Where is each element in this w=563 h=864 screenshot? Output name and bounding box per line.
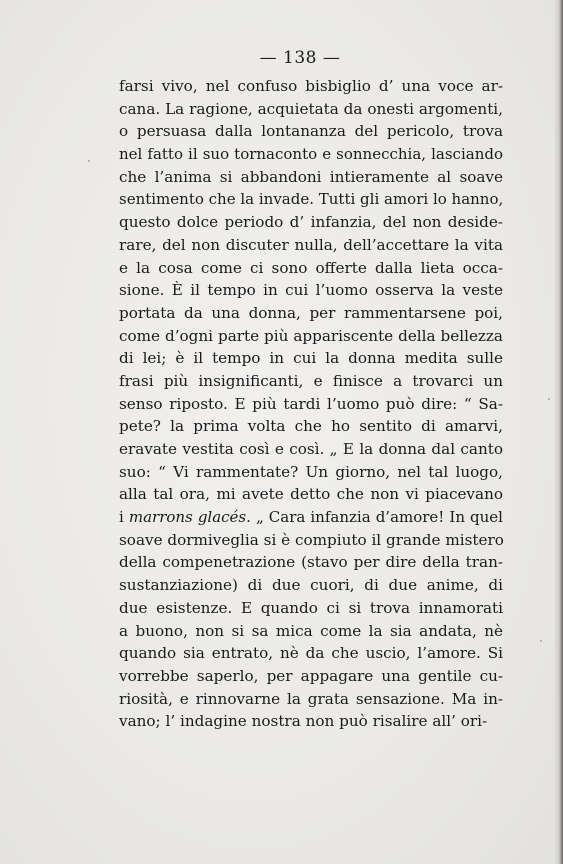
text-line: nel fatto il suo tornaconto e sonnecchia, lasciando [119, 145, 503, 164]
text-line: suo: “ Vi rammentate? Un giorno, nel tal luogo, [119, 462, 503, 481]
text-line: vano; l’ indagine nostra non può risalire all’ ori- [119, 712, 488, 731]
text-line: sione. È il tempo in cui l’uomo osserva la veste [119, 281, 503, 300]
text-line: portata da una donna, per rammentarsene poi, [119, 303, 503, 322]
page-number: — 138 — [259, 48, 341, 68]
text-line: sentimento che la invade. Tutti gli amori lo hanno, [119, 190, 504, 209]
text-line: farsi vivo, nel confuso bisbiglio d’ una voce ar- [119, 77, 503, 95]
text-line: senso riposto. E più tardi l’uomo può dire: “ Sa- [119, 394, 503, 413]
text-line: questo dolce periodo d’ infanzia, del non deside- [119, 213, 503, 232]
text-line: sustanziazione) di due cuori, di due anime, di [119, 576, 503, 595]
text-line: a buono, non si sa mica come la sia andata, nè [119, 621, 503, 640]
paper-speck [88, 160, 90, 162]
text-line: eravate vestita così e così. „ E la donna dal canto [119, 440, 503, 458]
text-line: cana. La ragione, acquietata da onesti argomenti, [119, 99, 503, 118]
text-line: riosità, e rinnovarne la grata sensazione. Ma in- [119, 689, 503, 708]
text-line: alla tal ora, mi avete detto che non vi piacevano [119, 485, 503, 504]
text-line: e la cosa come ci sono offerte dalla lieta occa- [119, 258, 503, 277]
text-line: frasi più insignificanti, e finisce a trovarci un [119, 371, 503, 390]
text-line: o persuasa dalla lontananza del pericolo, trova [119, 122, 503, 141]
text-line: due esistenze. E quando ci si trova innamorati [119, 598, 503, 617]
text-line: pete? la prima volta che ho sentito di amarvi, [119, 417, 503, 436]
text-line: soave dormiveglia si è compiuto il grande mistero [119, 530, 504, 549]
paper-speck [548, 398, 550, 400]
text-line: che l’anima si abbandoni intieramente al soave [119, 167, 503, 186]
text-line: come d’ogni parte più appariscente della bellezza [119, 326, 503, 345]
italic-phrase: marrons glacés. [128, 508, 251, 527]
text-line: quando sia entrato, nè da che uscio, l’amore. Si [119, 644, 503, 663]
page-spine-edge [554, 0, 563, 864]
text-line: di lei; è il tempo in cui la donna medita sulle [119, 349, 503, 368]
paper-speck [540, 640, 542, 642]
text-line: vorrebbe saperlo, per appagare una gentile cu- [119, 666, 503, 685]
body-text [119, 75, 503, 733]
text-line: rare, del non discuter nulla, dell’accettare la vita [119, 235, 503, 254]
text-line: i marrons glacés. „ Cara infanzia d’amore! In quel [119, 508, 503, 527]
text-line: della compenetrazione (stavo per dire della tran- [119, 553, 503, 572]
